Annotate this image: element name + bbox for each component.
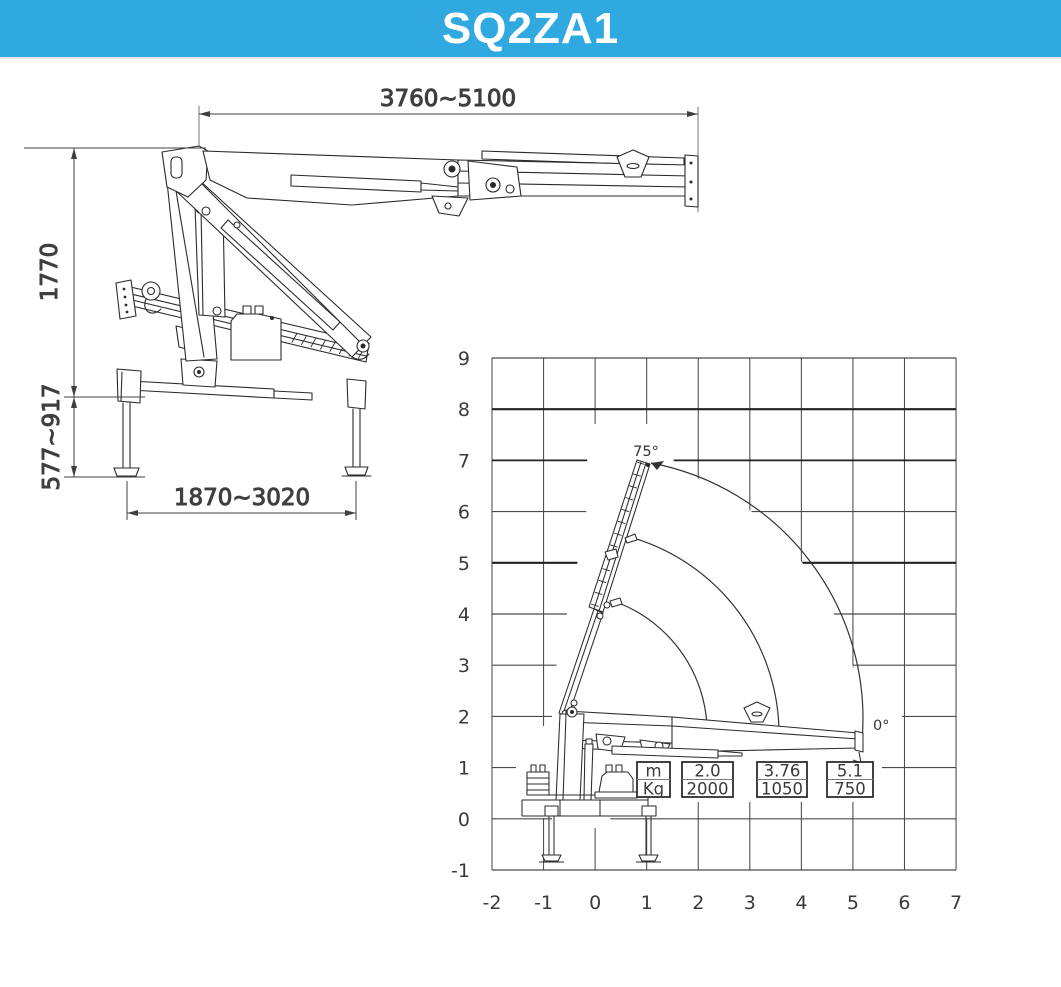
x-tick-label: 3: [743, 892, 756, 914]
base-step: [274, 391, 312, 400]
x-tick-label: 7: [949, 892, 963, 914]
load-table-col-1: [682, 762, 733, 799]
angle-label-0: 0°: [873, 718, 890, 734]
x-tick-label: -1: [534, 892, 554, 914]
load-table-value-top: 5.1: [836, 761, 864, 781]
load-table-value-top: 3.76: [763, 761, 801, 781]
oil-tank: [231, 314, 281, 360]
load-table-value-top: 2.0: [694, 761, 721, 781]
x-tick-label: 6: [898, 892, 911, 914]
tank0: [599, 772, 633, 792]
y-tick-label: 7: [457, 450, 470, 473]
y-tick-label: 8: [457, 399, 470, 422]
load-table-value-top: m: [645, 761, 662, 781]
base0: [522, 800, 648, 816]
x-tick-label: 2: [692, 892, 705, 914]
jib-end-bracket: [116, 280, 136, 319]
x-tick-label: 1: [640, 892, 653, 914]
y-tick-label: -1: [451, 860, 470, 882]
boom0-tip: [855, 731, 863, 752]
x-tick-label: 5: [846, 892, 859, 914]
y-tick-label: 2: [457, 706, 470, 729]
load-table-value-bottom: 2000: [686, 779, 729, 799]
load-table-col-2: [757, 762, 807, 799]
hook-pulley: [142, 282, 160, 300]
load-table-col-3: [827, 762, 873, 799]
dim-label-boom-extension: 3760~5100: [379, 86, 517, 112]
y-tick-label: 4: [457, 604, 470, 626]
x-tick-label: 4: [795, 892, 808, 914]
dim-outrigger-spread: [127, 481, 356, 520]
dim-label-outrigger-ground-range: 577~917: [39, 383, 65, 491]
outrigger-leg-right: [342, 409, 371, 476]
dim-boom-extension: [199, 86, 698, 117]
outrigger-housing-right: [347, 379, 366, 409]
load-table-value-bottom: 1050: [761, 779, 803, 799]
y-tick-label: 9: [457, 348, 470, 370]
lift-cylinder0: [584, 744, 593, 800]
dim-label-outrigger-spread: 1870~3020: [173, 485, 311, 511]
x-axis-tick-labels: [483, 892, 963, 914]
y-tick-label: 0: [457, 808, 470, 831]
y-tick-label: 3: [457, 655, 470, 678]
crane-side-view: [111, 106, 698, 477]
column0: [556, 714, 584, 800]
boom-under-bracket: [432, 196, 468, 216]
y-tick-label: 1: [457, 757, 470, 780]
y-axis-tick-labels: [451, 348, 470, 882]
y-tick-label: 6: [457, 501, 470, 524]
load-table-header: [637, 762, 670, 799]
load-table-value-bottom: Kg: [642, 779, 665, 799]
angle-label-75: 75°: [633, 444, 659, 460]
outrigger-leg-left: [111, 403, 142, 477]
x-tick-label: 0: [589, 892, 602, 914]
page-title: SQ2ZA1: [441, 3, 620, 53]
dim-label-stowed-height: 1770: [37, 242, 63, 302]
load-table-value-bottom: 750: [834, 779, 866, 799]
y-tick-label: 5: [457, 552, 470, 575]
x-tick-label: -2: [482, 892, 502, 914]
